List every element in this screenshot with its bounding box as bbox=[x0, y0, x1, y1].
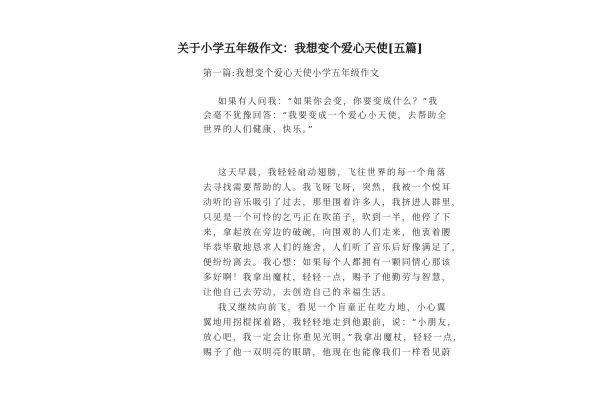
document-title: 关于小学五年级作文：我想变个爱心天使[五篇] bbox=[177, 41, 423, 55]
section-heading: 第一篇:我想变个爱心天使小学五年级作文 bbox=[203, 69, 380, 79]
paragraph-line: 会毫不犹豫回答：“我要变成一个爱心小天使，去帮助全 bbox=[203, 111, 448, 121]
paragraph-line: 放心吧，我一定会让你重见光明。”我拿出魔杖，轻轻一点， bbox=[203, 333, 463, 343]
paragraph-line: 多好啊！我拿出魔杖，轻轻一点，赐予了他勤劳与智慧， bbox=[203, 273, 452, 283]
paragraph-line: 赐予了他一双明亮的眼睛，他现在也能像我们一样看见蔚 bbox=[203, 348, 452, 358]
paragraph-line: 来，拿起放在旁边的破碗，向围观的人们走来，他衷着腰 bbox=[203, 228, 452, 238]
paragraph-line: 翼地用拐棍探着路，我轻轻地走到他跟前，说：“小朋友， bbox=[203, 318, 458, 328]
paragraph-line: 毕恭毕敬地恳求人们的施舍，人们听了音乐后好像满足了， bbox=[203, 243, 462, 253]
paragraph-line: 让他自己去劳动，去创造自己的幸福生活。 bbox=[203, 288, 392, 298]
paragraph-line: 我又继续向前飞，看见一个盲童正在吃力地，小心翼 bbox=[218, 303, 447, 313]
paragraph-line: 便纷纷离去。我心想：如果每个人都拥有一颗同情心那该 bbox=[203, 258, 452, 268]
paragraph-line: 只见是一个可怜的乞丐正在吹笛子，吹到一半，他停了下 bbox=[203, 213, 452, 223]
paragraph-line: 这天早晨，我轻轻扇动翅膀，飞往世界的每一个角落 bbox=[218, 168, 447, 178]
paragraph-line: 去寻找需要帮助的人。我飞呀飞呀，突然，我被一个悦耳 bbox=[203, 183, 452, 193]
paragraph-line: 动听的音乐吸引了过去，那里围着许多人，我挤进人群里， bbox=[203, 198, 462, 208]
paragraph-line: 如果有人问我：“如果你会变，你要变成什么？”我 bbox=[218, 97, 439, 107]
paragraph-line: 世界的人们健康、快乐。” bbox=[203, 125, 314, 135]
